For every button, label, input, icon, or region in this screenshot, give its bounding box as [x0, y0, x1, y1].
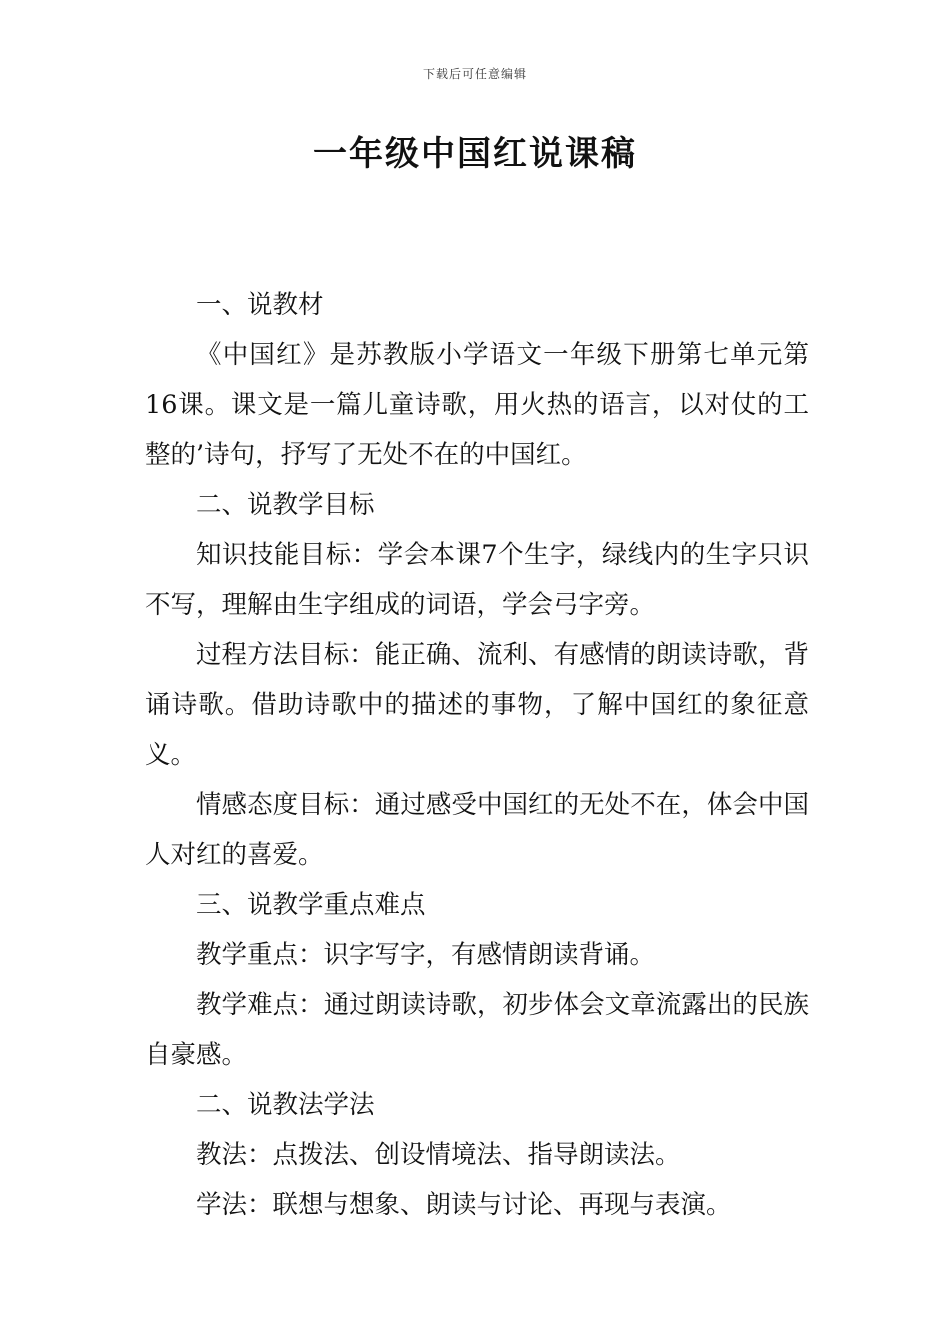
paragraph-material-intro: 《中国红》是苏教版小学语文一年级下册第七单元第16课。课文是一篇儿童诗歌，用火热的语言，以对仗的工整的’诗句，抒写了无处不在的中国红。 [145, 340, 809, 470]
paragraph-process-goal: 过程方法目标：能正确、流利、有感情的朗读诗歌，背诵诗歌。借助诗歌中的描述的事物，了解中国红的象征意义。 [145, 640, 809, 770]
paragraph-difficult-point: 教学难点：通过朗读诗歌，初步体会文章流露出的民族自豪感。 [145, 990, 809, 1070]
document-title: 一年级中国红说课稿 [313, 134, 637, 174]
paragraph-teaching-method: 教法：点拨法、创设情境法、指导朗读法。 [196, 1140, 681, 1170]
section-heading-key-points: 三、说教学重点难点 [196, 890, 426, 920]
section-heading-methods: 二、说教法学法 [196, 1090, 375, 1120]
paragraph-knowledge-goal: 知识技能目标：学会本课7个生字，绿线内的生字只识不写，理解由生字组成的词语，学会弓字旁。 [145, 540, 809, 620]
section-heading-teaching-goals: 二、说教学目标 [196, 490, 375, 520]
section-heading-teaching-material: 一、说教材 [196, 290, 324, 320]
paragraph-learning-method: 学法：联想与想象、朗读与讨论、再现与表演。 [196, 1190, 732, 1220]
paragraph-key-point: 教学重点：识字写字，有感情朗读背诵。 [196, 940, 656, 970]
document-body [145, 280, 809, 1230]
paragraph-emotion-goal: 情感态度目标：通过感受中国红的无处不在，体会中国人对红的喜爱。 [145, 790, 809, 870]
header-note: 下载后可任意编辑 [422, 67, 527, 81]
